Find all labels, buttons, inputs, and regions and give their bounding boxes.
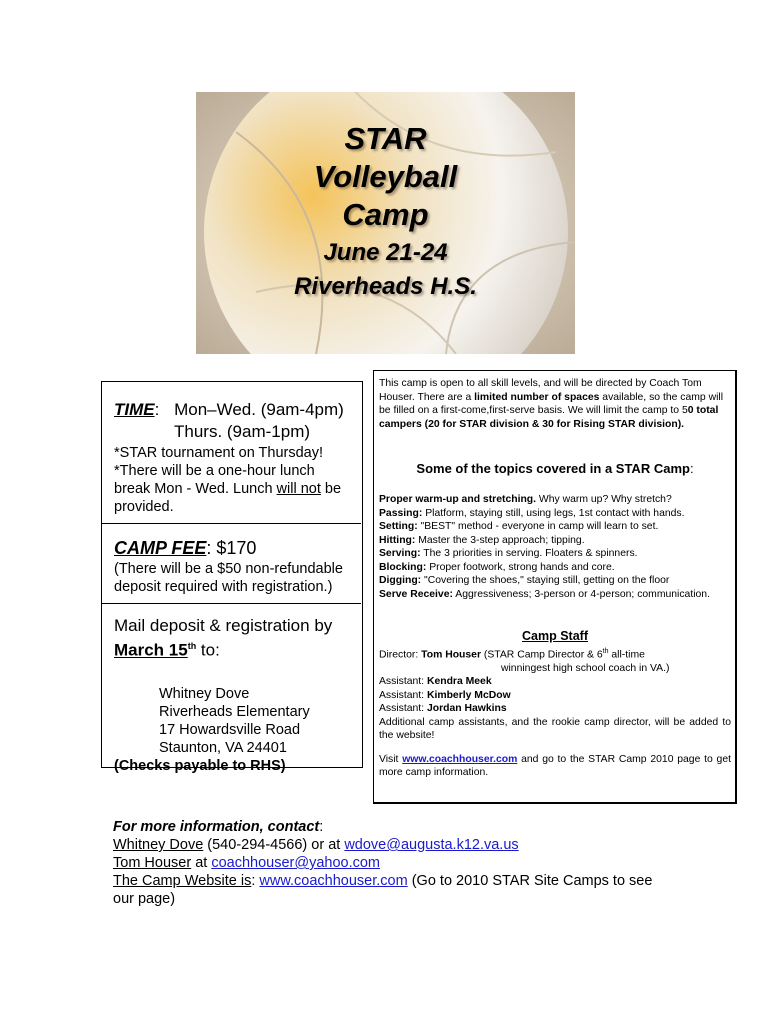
mail-to: to: — [196, 640, 220, 660]
hero-title-line1: STAR — [344, 121, 427, 156]
website-colon: : — [251, 873, 260, 889]
contact2-at: at — [191, 855, 212, 871]
topic-item — [379, 547, 731, 561]
address-school: Riverheads Elementary — [159, 703, 310, 720]
hero-location: Riverheads H.S. — [294, 273, 477, 300]
assistant-line — [379, 702, 731, 716]
mail-date-sup: th — [187, 641, 197, 651]
contact-heading-colon: : — [319, 819, 324, 835]
contact1-name: Whitney Dove — [113, 837, 204, 853]
hero-dates: June 21-24 — [323, 239, 448, 266]
visit-text-a: Visit — [379, 753, 403, 765]
hero-title-line2: Volleyball — [313, 159, 458, 194]
time-thursday: Thurs. (9am-1pm) — [174, 422, 311, 441]
assistant-line — [379, 689, 731, 703]
mail-cell — [102, 604, 361, 774]
topic-item — [379, 534, 731, 548]
time-label: TIME — [114, 400, 155, 419]
contact-heading — [113, 818, 673, 836]
director-desc-a: (STAR Camp Director & 6 — [481, 649, 603, 661]
topics-heading-text: Some of the topics covered in a STAR Camp — [416, 461, 690, 476]
director-label: Director: — [379, 649, 422, 661]
lunch-note — [114, 462, 344, 516]
address-city: Staunton, VA 24401 — [159, 739, 287, 756]
hero-volleyball-image — [196, 92, 575, 354]
staff-list — [379, 645, 731, 780]
topic-desc: Master the 3-step approach; tipping. — [415, 534, 585, 546]
contact2-name: Tom Houser — [113, 855, 192, 871]
assistant-name: Jordan Hawkins — [426, 703, 507, 715]
topic-item — [379, 507, 731, 521]
tournament-note: *STAR tournament on Thursday! — [114, 445, 324, 461]
camp-info-box — [373, 370, 737, 804]
intro-text-a: This camp is open to all skill levels, and will be directed by Coach Tom Houser. There are a — [379, 378, 702, 403]
topic-name: Serving: — [379, 548, 421, 559]
topic-item — [379, 574, 731, 588]
topic-desc: Why warm up? Why stretch? — [536, 494, 672, 505]
director-sup: th — [602, 648, 609, 655]
topic-name: Blocking: — [379, 561, 427, 573]
contact1-email-link[interactable]: wdove@augusta.k12.va.us — [344, 837, 519, 853]
topic-item — [379, 588, 731, 602]
topic-name: Digging: — [379, 575, 422, 586]
topic-name: Proper warm-up and stretching. — [379, 494, 537, 505]
topic-name: Setting: — [379, 521, 418, 532]
lunch-note-a: *There will be a one-hour lunch break Mon - Wed. Lunch — [114, 463, 315, 497]
topic-desc: "BEST" method - everyone in camp will learn to set. — [417, 521, 659, 532]
website-link[interactable]: www.coachhouser.com — [402, 753, 518, 765]
fee-cell — [102, 524, 361, 604]
hero-title — [196, 120, 575, 234]
mail-intro: Mail deposit & registration by — [114, 616, 333, 635]
topic-desc: The 3 priorities in serving. Floaters & spinners. — [420, 548, 638, 559]
lunch-note-emphasis: will not — [276, 481, 321, 497]
topics-heading-colon: : — [689, 461, 694, 476]
topic-desc: Platform, staying still, using legs, 1st contact with hands. — [422, 507, 685, 519]
footer-website-link[interactable]: www.coachhouser.com — [259, 873, 408, 889]
mail-date: March 15 — [114, 640, 188, 660]
intro-text-limited: limited number of spaces — [474, 391, 600, 403]
contact-line-2 — [113, 854, 673, 872]
contact-footer — [113, 818, 673, 908]
topic-desc: "Covering the shoes," staying still, getting on the floor — [421, 575, 670, 586]
intro-text-c: available, so the camp will be filled on a first-come,first-serve basis. We will limit the camp to 5 — [379, 391, 723, 416]
additional-staff-note: Additional camp assistants, and the rookie camp director, will be added to the website! — [379, 716, 731, 742]
assistant-label: Assistant: — [379, 676, 427, 688]
contact-heading-text: For more information, contact — [113, 819, 320, 835]
fee-label: CAMP FEE — [114, 538, 207, 558]
contact1-phone: (540-294-4566) or at — [203, 837, 345, 853]
fee-row — [114, 538, 361, 558]
staff-heading-text: Camp Staff — [522, 629, 588, 643]
contact2-email-link[interactable]: coachhouser@yahoo.com — [211, 855, 381, 871]
lunch-note-b: be provided. — [114, 481, 342, 515]
assistant-label: Assistant: — [379, 703, 427, 715]
topics-list — [379, 493, 731, 601]
director-desc-c: winningest high school coach in VA.) — [501, 662, 670, 674]
topic-name: Serve Receive: — [379, 588, 453, 600]
visit-website-note — [379, 753, 731, 780]
director-name: Tom Houser — [421, 649, 482, 661]
topic-desc: Proper footwork, strong hands and core. — [426, 561, 615, 573]
website-line — [113, 872, 673, 908]
staff-heading — [379, 629, 731, 644]
info-table — [101, 381, 363, 774]
director-desc-b: all-time — [608, 649, 645, 661]
director-line — [379, 645, 731, 662]
assistant-name: Kendra Meek — [426, 676, 492, 688]
assistant-label: Assistant: — [379, 689, 427, 701]
time-row-1 — [114, 400, 361, 420]
fee-amount: : $170 — [206, 538, 257, 558]
time-cell — [102, 382, 361, 524]
assistant-line — [379, 675, 731, 689]
assistant-name: Kimberly McDow — [426, 689, 511, 701]
topic-desc: Aggressiveness; 3-person or 4-person; communication. — [452, 588, 710, 600]
mail-deadline — [114, 636, 361, 661]
deposit-note: (There will be a $50 non-refundable deposit required with registration.) — [114, 561, 343, 595]
contact-line-1 — [113, 836, 673, 854]
time-weekdays: Mon–Wed. (9am-4pm) — [174, 400, 344, 419]
topic-item — [379, 493, 731, 507]
time-colon: : — [154, 400, 160, 419]
topics-heading — [379, 461, 731, 477]
website-label: The Camp Website is — [113, 873, 252, 889]
hero-title-line3: Camp — [342, 197, 429, 232]
topic-name: Hitting: — [379, 534, 416, 546]
address-name: Whitney Dove — [159, 685, 250, 702]
visit-text-b: and go to the STAR Camp 2010 page to get more camp information. — [379, 753, 731, 779]
topic-name: Passing: — [379, 507, 423, 519]
checks-note: (Checks payable to RHS) — [114, 757, 286, 774]
camp-intro-paragraph — [379, 377, 731, 431]
topic-item — [379, 520, 731, 534]
website-note: (Go to 2010 STAR Site Camps to see our page) — [113, 873, 653, 907]
topic-item — [379, 561, 731, 575]
intro-text-total: 0 total campers (20 for STAR division & 30 for Rising STAR division). — [379, 405, 719, 430]
address-street: 17 Howardsville Road — [159, 721, 301, 738]
